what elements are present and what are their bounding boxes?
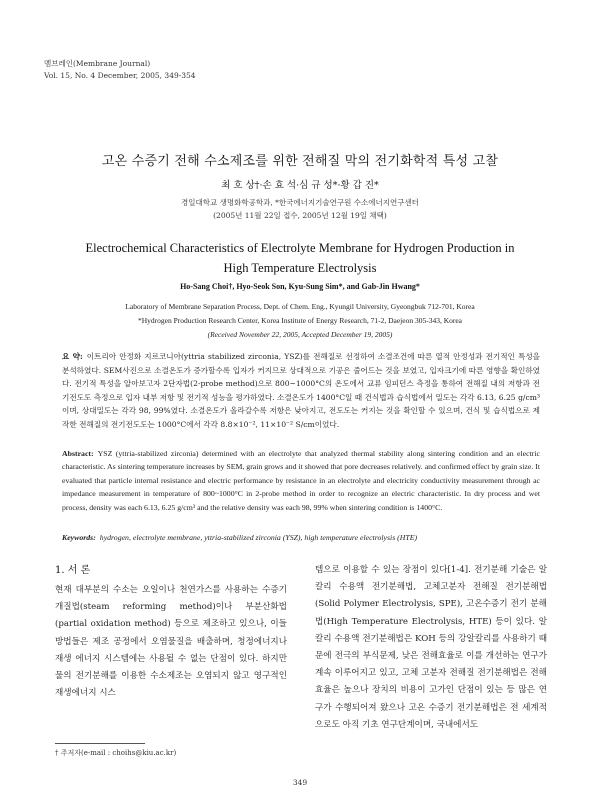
- journal-header: [44, 58, 196, 82]
- dates-korean: (2005년 11월 22일 접수, 2005년 12월 19일 채택): [213, 211, 387, 220]
- authors-english: Ho-Sang Choi†, Hyo-Seok Son, Kyu-Sung Sim*, and Gab-Jin Hwang*: [180, 282, 420, 291]
- footnote-corresponding-author: † 주저자(e-mail : choihs@kiu.ac.kr): [55, 749, 177, 757]
- footnote-divider: [55, 743, 145, 744]
- keywords-label: Keywords:: [62, 533, 96, 542]
- affiliation-english-1: Laboratory of Membrane Separation Process, Dept. of Chem. Eng., Kyungil University, Gyeongbuk 712-701, Korea: [125, 302, 475, 311]
- body-paragraph-right: 템으로 이용할 수 있는 장점이 있다[1-4]. 전기분해 기술은 알칼리 수용액 전기분해법, 고체고분자 전해질 전기분해법(Solid Polymer Electrolysis, SPE), 고온수증기 전기 분해법(High Temperature Electrolysis, HTE) 등이 있다. 알칼리 수용액 전기분해법은 KOH 등의 강알칼리를 사용하기 때문에 전극의 부식문제, 낮은 전해효율로 이를 개선하는 연구가 계속 이루어지고 있고, 고체 고분자 전해질 전기분해법은 전해효율은 높으나 장치의 비용이 고가인 단점이 있는 등 많은 연구가 수행되어져 왔으나 고온 수증기 전기분해법은 전 세계적으로도 아직 기초 연구단계이며, 국내에서도: [315, 565, 547, 730]
- affiliation-english-block: [0, 300, 600, 342]
- abstract-korean: [62, 350, 540, 432]
- affiliation-english-2: *Hydrogen Production Research Center, Korea Institute of Energy Research, 71-2, Daejeon 305-343, Korea: [137, 316, 463, 325]
- paper-title-korean: 고온 수증기 전해 수소제조를 위한 전해질 막의 전기화학적 특성 고찰: [101, 154, 499, 169]
- body-column-right: [315, 562, 547, 734]
- section-heading-introduction: 1. 서 론: [55, 565, 91, 576]
- abstract-english: [62, 447, 540, 514]
- keywords: [62, 533, 540, 542]
- abstract-english-text: YSZ (yttria-stabilized zirconia) determined with an electrolyte that analyzed thermal stability along sintering condition and an electric characteristic. As sintering temperature increases by SEM, grain grows and it showed that pore decreases relatively. and confirmed effect by grain size. It evaluated that particle internal resistance and electric performance by resistance in an electrolyte and electricity conductivity measurement through ac impedance measurement in temperature of 800~1000°C in 2-probe method in order to recognize an electric characteristic. In dry process and wet process, density was each 6.13, 6.25 g/cm³ and the relative density was each 98, 99% when sintering condition is 1400°C.: [62, 449, 540, 512]
- affiliation-korean-block: [0, 196, 600, 222]
- dates-english: (Received November 22, 2005, Accepted December 19, 2005): [207, 330, 393, 339]
- body-paragraph-left: 현재 대부분의 수소는 오일이나 천연가스를 사용하는 수증기 개질법(steam reforming method)이나 부분산화법(partial oxidation method) 등으로 제조하고 있으나, 이들 방법들은 제조 공정에서 오염물질을 배출하며, 청정에너지나 재생 에너지 시스템에는 사용될 수 없는 단점이 있다. 하지만 물의 전기분해를 이용한 수소제조는 오염되지 않고 영구적인 재생에너지 시스: [55, 585, 287, 699]
- keywords-text: hydrogen, electrolyte membrane, yttria-stabilized zirconia (YSZ), high temperature electrolysis (HTE): [99, 533, 418, 542]
- page-number: 349: [292, 778, 308, 787]
- authors-korean: 최 호 상†·손 효 석·심 규 성*·황 갑 진*: [221, 180, 379, 191]
- abstract-korean-text: 이트리아 안정화 지르코니아(yttria stabilized zirconia, YSZ)를 전해질로 선정하여 소결조건에 따른 열적 안정성과 전기적인 특성을 분석하였다. SEM사진으로 소결온도가 증가할수록 입자가 커지므로 상대적으로 기공은 줄어드는 것을 보였고, 입자크기에 따른 영향을 확인하였다. 전기적 특성을 알아보고자 2단자법(2-probe method)으로 800~1000°C의 온도에서 교류 임피던스 측정을 통하여 전해질 내의 저항과 전기전도도 측정으로 입자 내부 저항 및 전기적 성능을 평가하였다. 소결온도가 1400°C일 때 건식법과 습식법에서 밀도는 각각 6.13, 6.25 g/cm³이며, 상대밀도는 각각 98, 99%였다. 소결온도가 올라갈수록 저항은 낮아지고, 전도도는 커지는 것을 확인할 수 있으며, 건식 및 습식법으로 제작한 전해질의 전기전도도는 1000°C에서 각각 8.8×10⁻², 11×10⁻² S/cm이었다.: [62, 352, 540, 429]
- journal-name: 멤브레인(Membrane Journal): [44, 59, 151, 68]
- body-column-left: [55, 582, 287, 702]
- affiliation-korean: 경일대학교 생명화학공학과, *한국에너지기술연구원 수소에너지연구센터: [181, 198, 419, 207]
- abstract-english-label: Abstract:: [62, 449, 94, 458]
- journal-issue: Vol. 15, No. 4 December, 2005, 349-354: [44, 71, 196, 80]
- abstract-korean-label: 요 약:: [62, 352, 83, 361]
- paper-title-english: Electrochemical Characteristics of Electrolyte Membrane for Hydrogen Production in High Temperature Electrolysis: [85, 241, 515, 275]
